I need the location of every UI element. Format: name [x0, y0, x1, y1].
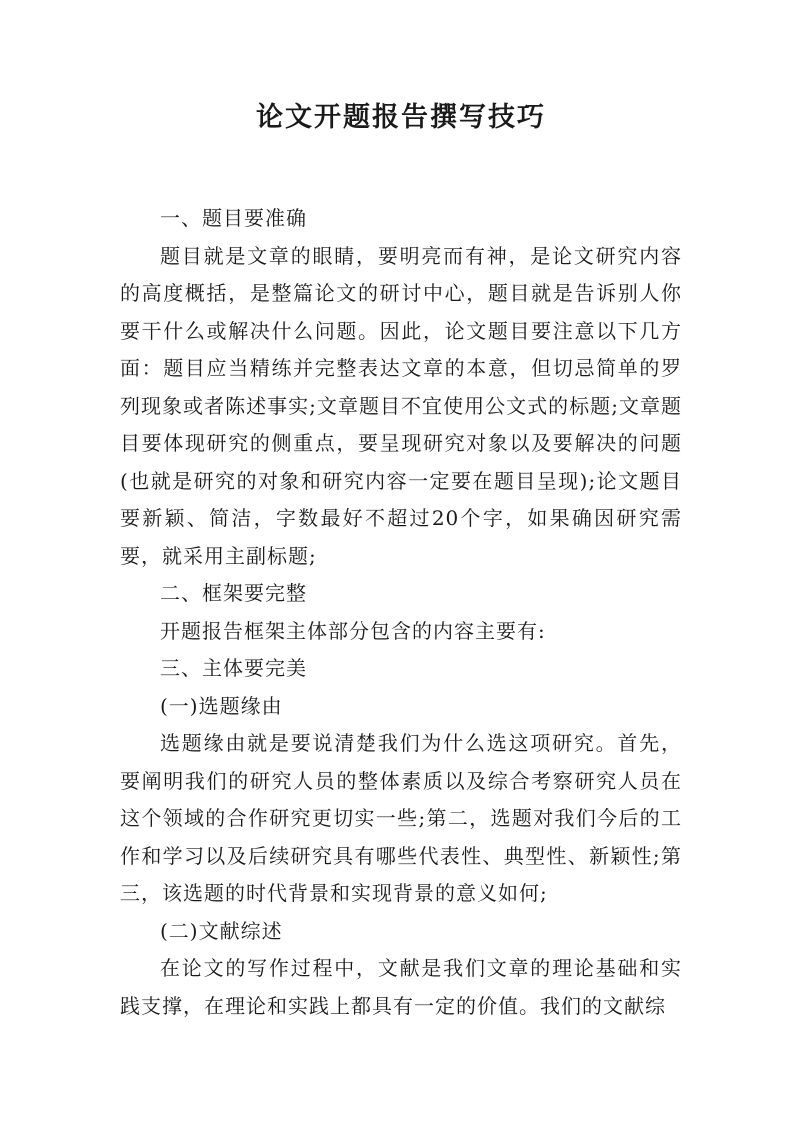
section-heading-2: 二、框架要完整: [160, 581, 307, 605]
subsection-heading-1: (一)选题缘由: [160, 693, 283, 718]
body-paragraph-4: 在论文的写作过程中，文献是我们文章的理论基础和实践支撑，在理论和实践上都具有一定的价值。我们的文献综: [120, 956, 682, 1018]
subsection-heading-2: (二)文献综述: [160, 918, 283, 943]
section-heading-1: 一、题目要准确: [160, 206, 307, 230]
document-title: 论文开题报告撰写技巧: [256, 102, 546, 133]
body-paragraph-1: 题目就是文章的眼睛，要明亮而有神，是论文研究内容的高度概括，是整篇论文的研讨中心，题目就是告诉别人你要干什么或解决什么问题。因此，论文题目要注意以下几方面：题目应当精练并完整表达文章的本意，但切忌简单的罗列现象或者陈述事实;文章题目不宜使用公文式的标题;文章题目要体现研究的侧重点，要呈现研究对象以及要解决的问题(也就是研究的对象和研究内容一定要在题目呈现);论文题目要新颖、简洁，字数最好不超过20个字，如果确因研究需要，就采用主副标题;: [120, 243, 682, 568]
body-paragraph-2: 开题报告框架主体部分包含的内容主要有:: [160, 618, 546, 643]
section-heading-3: 三、主体要完美: [160, 656, 307, 680]
body-paragraph-3: 选题缘由就是要说清楚我们为什么选这项研究。首先，要阐明我们的研究人员的整体素质以及综合考察研究人员在这个领域的合作研究更切实一些;第二，选题对我们今后的工作和学习以及后续研究具有哪些代表性、典型性、新颖性;第三，该选题的时代背景和实现背景的意义如何;: [120, 731, 682, 905]
document-body: [120, 200, 682, 1025]
